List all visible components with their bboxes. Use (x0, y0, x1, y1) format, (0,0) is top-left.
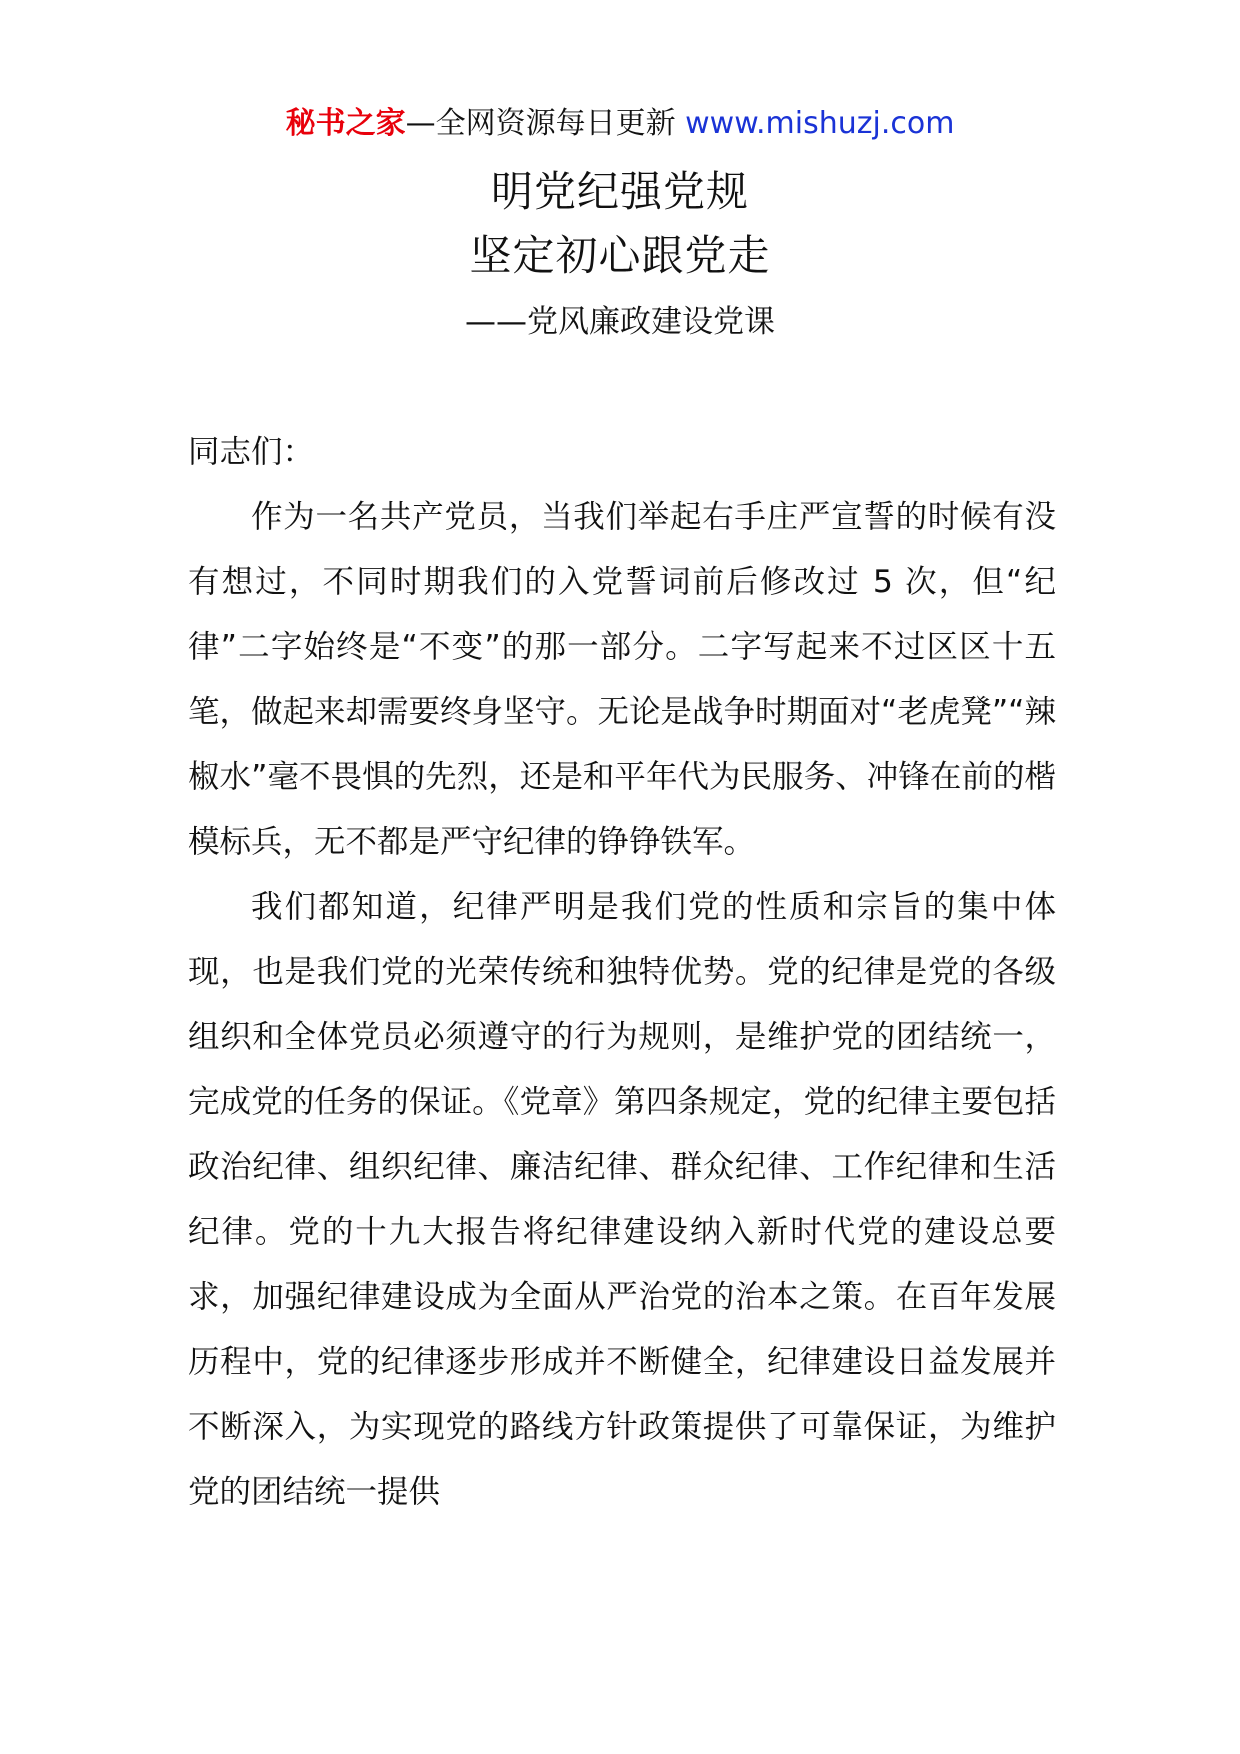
paragraph-2: 我们都知道，纪律严明是我们党的性质和宗旨的集中体现，也是我们党的光荣传统和独特优势。党的纪律是党的各级组织和全体党员必须遵守的行为规则，是维护党的团结统一，完成党的任务的保证。《党章》第四条规定，党的纪律主要包括政治纪律、组织纪律、廉洁纪律、群众纪律、工作纪律和生活纪律。党的十九大报告将纪律建设纳入新时代党的建设总要求，加强纪律建设成为全面从严治党的治本之策。在百年发展历程中，党的纪律逐步形成并不断健全，纪律建设日益发展并不断深入，为实现党的路线方针政策提供了可靠保证，为维护党的团结统一提供 (188, 889, 1056, 1510)
document-subtitle: ——党风廉政建设党课 (465, 304, 775, 340)
brand-name: 秘书之家 (285, 106, 406, 141)
document-body (188, 420, 1056, 1525)
document-title-line-2: 坚定初心跟党走 (469, 231, 771, 280)
site-url-link[interactable]: www.mishuzj.com (685, 106, 955, 141)
paragraph-1: 作为一名共产党员，当我们举起右手庄严宣誓的时候有没有想过，不同时期我们的入党誓词前后修改过 5 次，但“纪律”二字始终是“不变”的那一部分。二字写起来不过区区十五笔，做起来却需要终身坚守。无论是战争时期面对“老虎凳”“辣椒水”毫不畏惧的先烈，还是和平年代为民服务、冲锋在前的楷模标兵，无不都是严守纪律的铮铮铁军。 (188, 499, 1056, 860)
greeting: 同志们： (188, 434, 315, 470)
site-header (0, 102, 1240, 146)
header-tagline: —全网资源每日更新 (405, 106, 676, 141)
document-title-line-1: 明党纪强党规 (490, 167, 749, 216)
